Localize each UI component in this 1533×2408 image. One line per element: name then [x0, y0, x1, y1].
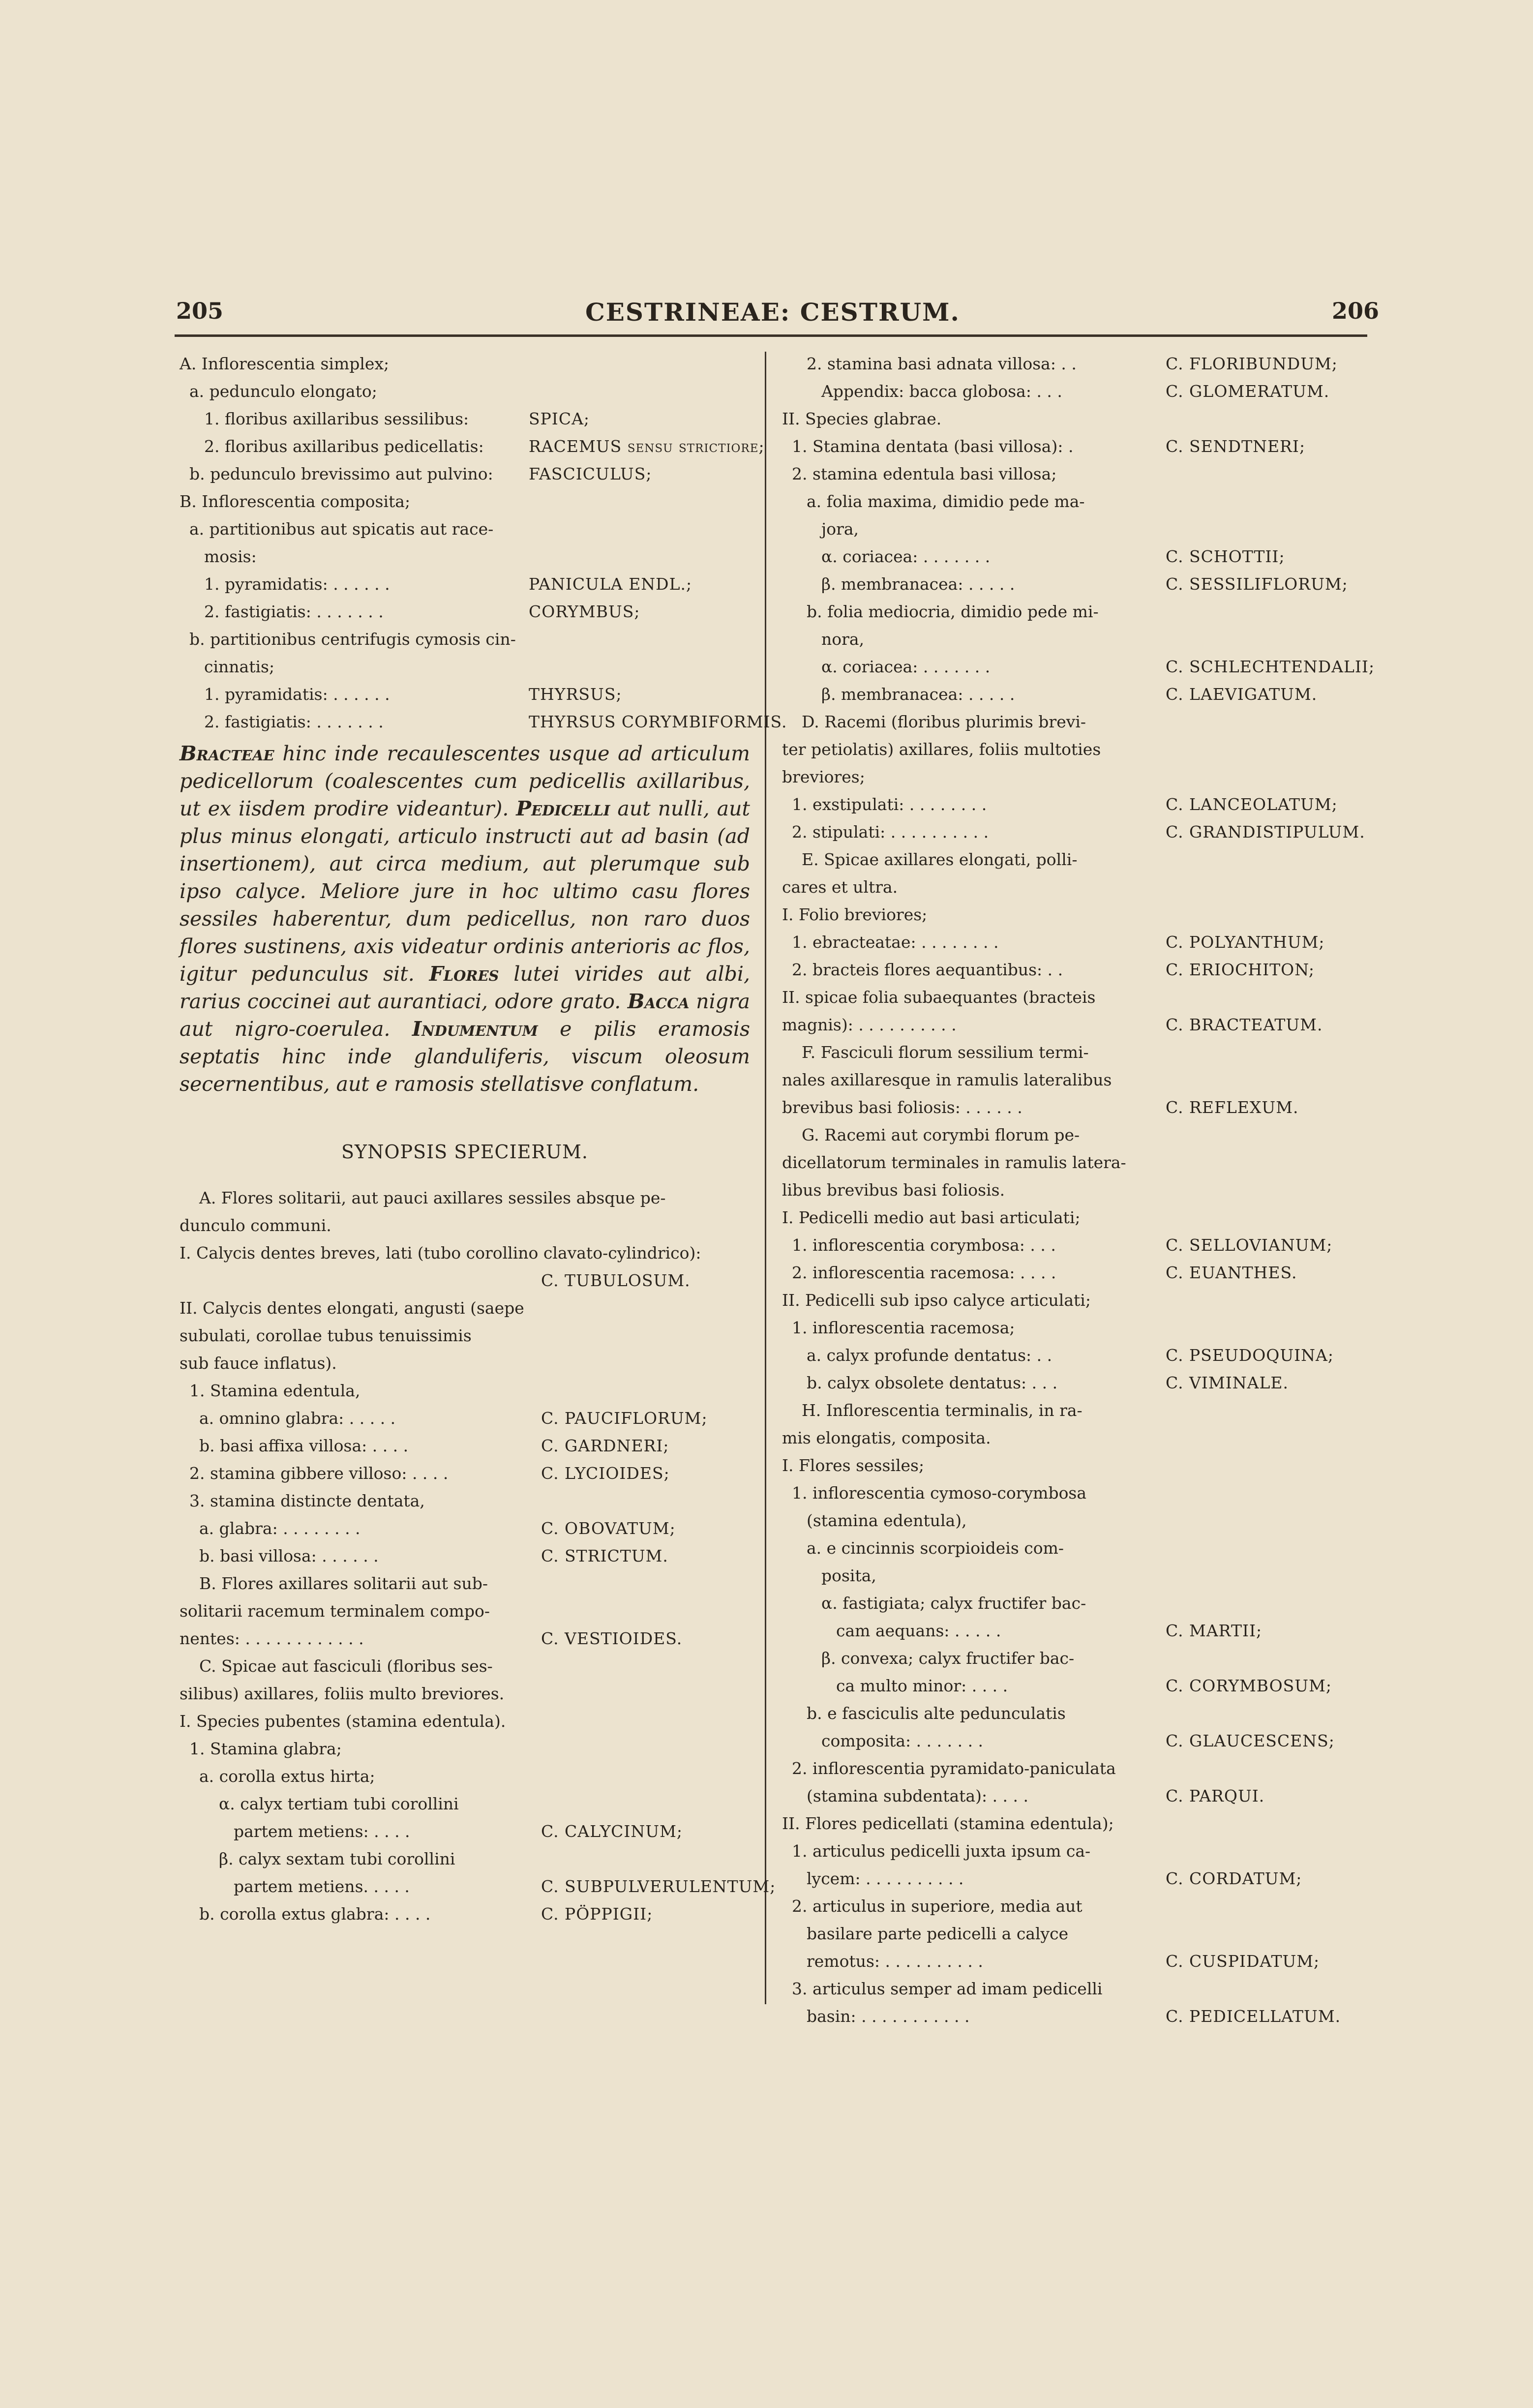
key-line-text: A. Inflorescentia simplex; [180, 354, 390, 373]
key-line [782, 708, 1367, 736]
key-line [180, 1818, 750, 1845]
key-line [180, 626, 750, 653]
key-line-text: remotus: . . . . . . . . . . [807, 1952, 983, 1971]
key-line [782, 1342, 1367, 1369]
paragraph-text: nigra aut nigro-coerulea. [180, 990, 750, 1041]
key-line [782, 1837, 1367, 1865]
key-line-text: 1. Stamina edentula, [189, 1381, 361, 1400]
key-line [782, 1011, 1367, 1039]
page-number-left: 205 [176, 298, 224, 324]
paragraph-text: lutei virides aut albi, rarius coccinei aut aurantiaci, odore grato. [180, 962, 750, 1013]
species-name: C. POLYANTHUM; [1166, 933, 1325, 952]
key-line [180, 1487, 750, 1515]
key-line-text: 2. stipulati: . . . . . . . . . . [792, 822, 989, 842]
key-line [782, 1700, 1367, 1727]
key-line-text: partem metiens: . . . . [234, 1822, 410, 1841]
key-line [782, 1479, 1367, 1507]
species-name: C. PEDICELLATUM. [1166, 2007, 1341, 2026]
key-line [782, 736, 1367, 763]
species-name: C. SELLOVIANUM; [1166, 1235, 1333, 1255]
key-line-text: I. Folio breviores; [782, 905, 928, 924]
key-line-text: a. folia maxima, dimidio pede ma- [807, 492, 1085, 511]
key-line [180, 433, 765, 460]
key-line [782, 1727, 1367, 1755]
right-column [782, 350, 1375, 2030]
key-line [180, 1735, 750, 1763]
key-line [180, 515, 750, 543]
key-line [180, 1350, 750, 1377]
species-name: C. CUSPIDATUM; [1166, 1952, 1320, 1971]
species-name: C. EUANTHES. [1166, 1263, 1297, 1282]
key-line [180, 1625, 750, 1653]
key-line-text: posita, [821, 1566, 876, 1585]
species-name: FASCICULUS; [529, 464, 652, 483]
key-line [782, 1590, 1367, 1617]
key-line-text: b. calyx obsolete dentatus: . . . [807, 1373, 1058, 1392]
paragraph-text: aut nulli, aut plus minus elongati, articulo instructi aut ad basin (ad insertionem), aut circa medium, aut plerumque sub ipso calyce. Meliore jure in hoc ultimo casu flores sessiles haberentur, dum pedicellus, non raro duos flores sustinens, axis videatur ordinis anterioris ac flos, igitur pedunculus sit. [180, 797, 751, 986]
key-line-text: α. fastigiata; calyx fructifer bac- [821, 1594, 1086, 1613]
key-line-text: ca multo minor: . . . . [836, 1676, 1008, 1695]
key-line-text: basilare parte pedicelli a calyce [807, 1924, 1069, 1943]
key-line-text: 2. floribus axillaribus pedicellatis: [204, 437, 484, 456]
synopsis-title: SYNOPSIS SPECIERUM. [341, 1141, 589, 1163]
species-name: CORYMBUS; [529, 602, 640, 621]
key-line-text: A. Flores solitarii, aut pauci axillares sessiles absque pe- [199, 1188, 666, 1207]
key-line [782, 1039, 1367, 1066]
key-line [180, 1239, 750, 1267]
key-line-text: dunculo communi. [180, 1216, 331, 1235]
key-line-text: (stamina subdentata): . . . . [807, 1786, 1029, 1806]
species-name: THYRSUS CORYMBIFORMIS. [529, 712, 787, 731]
key-line-text: 1. ebracteatae: . . . . . . . . [792, 933, 999, 952]
key-line [782, 460, 1367, 488]
paragraph-term: Pedicelli [516, 797, 610, 820]
key-line-text: magnis): . . . . . . . . . . [782, 1015, 957, 1034]
key-line-text: 2. fastigiatis: . . . . . . . [204, 712, 384, 731]
key-line-text: b. e fasciculis alte pedunculatis [807, 1704, 1066, 1723]
key-line [782, 929, 1367, 956]
key-line-text: basin: . . . . . . . . . . . [807, 2007, 970, 2026]
key-line [782, 1397, 1367, 1424]
key-line [782, 1865, 1367, 1893]
key-line-text: I. Species pubentes (stamina edentula). [180, 1712, 506, 1731]
key-line [782, 1452, 1367, 1479]
key-line-text: H. Inflorescentia terminalis, in ra- [802, 1401, 1082, 1420]
key-line-text: 1. inflorescentia corymbosa: . . . [792, 1235, 1056, 1255]
key-line-text: β. calyx sextam tubi corollini [219, 1849, 455, 1868]
key-line [180, 1184, 750, 1212]
key-line-text: II. Pedicelli sub ipso calyce articulati; [782, 1291, 1091, 1310]
key-line-text: 2. stamina gibbere villoso: . . . . [189, 1464, 449, 1483]
key-line-text: 2. bracteis flores aequantibus: . . [792, 960, 1063, 979]
species-name: C. LANCEOLATUM; [1166, 795, 1338, 814]
species-name: C. GLAUCESCENS; [1166, 1731, 1335, 1750]
key-line-text: a. e cincinnis scorpioideis com- [807, 1538, 1064, 1558]
key-line-text: β. convexa; calyx fructifer bac- [821, 1649, 1075, 1668]
key-line-text: nora, [821, 630, 865, 649]
key-line [782, 1535, 1367, 1562]
key-line [782, 846, 1367, 873]
key-line [180, 1845, 750, 1873]
key-line [782, 1149, 1367, 1176]
key-line-text: C. Spicae aut fasciculi (floribus ses- [199, 1656, 493, 1676]
key-line-text: 2. stamina edentula basi villosa; [792, 464, 1057, 483]
key-line-text: G. Racemi aut corymbi florum pe- [802, 1125, 1080, 1144]
species-name: C. MARTII; [1166, 1621, 1262, 1640]
page-header [0, 298, 1533, 332]
key-line-text: b. pedunculo brevissimo aut pulvino: [189, 464, 493, 483]
key-line-text: 1. articulus pedicelli juxta ipsum ca- [792, 1841, 1091, 1861]
key-line-text: E. Spicae axillares elongati, polli- [802, 850, 1078, 869]
key-line-text: b. basi villosa: . . . . . . [199, 1546, 379, 1565]
key-line-text: I. Flores sessiles; [782, 1456, 925, 1475]
key-line [782, 653, 1375, 681]
paragraph-term: Indumentum [412, 1017, 538, 1041]
key-line-text: B. Inflorescentia composita; [180, 492, 411, 511]
species-name: C. CORDATUM; [1166, 1869, 1302, 1888]
key-line [782, 1975, 1367, 2003]
key-line [180, 378, 750, 405]
key-line-text: α. coriacea: . . . . . . . [821, 657, 991, 676]
key-line [180, 1212, 750, 1239]
key-line-text: a. omnino glabra: . . . . . [199, 1409, 396, 1428]
species-name: C. LAEVIGATUM. [1166, 685, 1318, 704]
key-line-text: brevibus basi foliosis: . . . . . . [782, 1098, 1022, 1117]
key-line-text: 1. exstipulati: . . . . . . . . [792, 795, 987, 814]
key-line [782, 1617, 1367, 1645]
key-line [782, 598, 1367, 626]
species-name: C. SESSILIFLORUM; [1166, 574, 1348, 594]
species-name: C. BRACTEATUM. [1166, 1015, 1323, 1034]
key-line [782, 1369, 1367, 1397]
key-line [782, 1314, 1367, 1342]
key-line-text: 1. inflorescentia racemosa; [792, 1318, 1015, 1337]
key-line-text: mosis: [204, 547, 257, 566]
key-line-text: β. membranacea: . . . . . [821, 574, 1015, 594]
paragraph-text: e pilis eramosis septatis hinc inde glanduliferis, viscum oleosum secernentibus, aut e ramosis stellatisve conflatum. [180, 1017, 750, 1096]
species-name: C. OBOVATUM; [541, 1519, 676, 1538]
key-line [180, 1377, 750, 1405]
key-line-text: nentes: . . . . . . . . . . . . [180, 1629, 364, 1648]
description-paragraph [180, 740, 750, 1098]
key-line [782, 1066, 1367, 1094]
key-line [180, 1267, 750, 1294]
key-line [180, 1708, 750, 1735]
species-name: C. LYCIOIDES; [541, 1464, 670, 1483]
key-line [180, 653, 750, 681]
key-line [782, 1232, 1367, 1259]
key-line [782, 1562, 1367, 1590]
key-line [782, 1645, 1367, 1672]
key-line-text: cinnatis; [204, 657, 275, 676]
key-line [782, 984, 1367, 1011]
species-name: C. PÖPPIGII; [541, 1904, 653, 1924]
key-line [782, 818, 1367, 846]
key-line [782, 626, 1367, 653]
key-line [180, 571, 750, 598]
key-line-text: a. partitionibus aut spicatis aut race- [189, 519, 494, 539]
key-line-text: 2. inflorescentia pyramidato-paniculata [792, 1759, 1116, 1778]
key-line-text: 3. articulus semper ad imam pedicelli [792, 1979, 1103, 1998]
key-line [782, 1259, 1367, 1287]
species-name: C. GLOMERATUM. [1166, 382, 1330, 401]
key-line [180, 488, 750, 515]
key-line [782, 350, 1367, 378]
key-line [180, 1763, 750, 1790]
key-line-text: cares et ultra. [782, 877, 898, 897]
species-name: C. PARQUI. [1166, 1786, 1265, 1806]
key-line [782, 1287, 1367, 1314]
synopsis-right [782, 350, 1375, 2030]
key-line-text: 1. Stamina dentata (basi villosa): . [792, 437, 1074, 456]
key-line [180, 1515, 750, 1542]
key-line-text: 2. articulus in superiore, media aut [792, 1896, 1082, 1916]
key-line-text: B. Flores axillares solitarii aut sub- [199, 1574, 488, 1593]
key-line [782, 1920, 1367, 1948]
species-name: C. SUBPULVERULENTUM; [541, 1877, 776, 1896]
key-line-text: partem metiens. . . . . [234, 1877, 410, 1896]
species-name: C. STRICTUM. [541, 1546, 668, 1565]
key-line [782, 543, 1367, 571]
species-name: C. PAUCIFLORUM; [541, 1409, 708, 1428]
inflorescence-key [180, 350, 787, 736]
key-line [180, 1597, 750, 1625]
species-name: PANICULA ENDL.; [529, 574, 692, 594]
page-number-right: 206 [1332, 298, 1380, 324]
key-line [782, 681, 1367, 708]
key-line [180, 1653, 750, 1680]
key-line [782, 763, 1367, 791]
paragraph-term: Flores [429, 962, 499, 986]
key-line-text: a. calyx profunde dentatus: . . [807, 1346, 1052, 1365]
key-line-text: solitarii racemum terminalem compo- [180, 1601, 490, 1621]
key-line [180, 1322, 750, 1350]
species-name: C. CALYCINUM; [541, 1822, 683, 1841]
key-line-text: II. spicae folia subaequantes (bracteis [782, 988, 1096, 1007]
key-line [782, 1893, 1367, 1920]
key-line-text: lycem: . . . . . . . . . . [807, 1869, 964, 1888]
key-line-text: composita: . . . . . . . [821, 1731, 984, 1750]
key-line [180, 1405, 750, 1432]
key-line [782, 1121, 1367, 1149]
key-line-text: silibus) axillares, foliis multo breviores. [180, 1684, 505, 1703]
key-line [180, 1790, 750, 1818]
key-line-text: 1. pyramidatis: . . . . . . [204, 685, 390, 704]
key-line-text: jora, [821, 519, 859, 539]
synopsis-left [180, 1184, 776, 1928]
running-title: CESTRINEAE: CESTRUM. [585, 298, 960, 327]
key-line-text: dicellatorum terminales in ramulis latera- [782, 1153, 1126, 1172]
paragraph-term: Bacca [627, 990, 690, 1013]
key-line [782, 1782, 1367, 1810]
header-rule [175, 334, 1367, 337]
key-line [782, 378, 1367, 405]
key-line-text: b. basi affixa villosa: . . . . [199, 1436, 409, 1455]
species-name: C. REFLEXUM. [1166, 1098, 1299, 1117]
key-line [782, 1424, 1367, 1452]
key-line [782, 1755, 1367, 1782]
key-line [782, 1176, 1367, 1204]
species-name: C. VESTIOIDES. [541, 1629, 683, 1648]
key-line-text: b. corolla extus glabra: . . . . [199, 1904, 431, 1924]
key-line-text: nales axillaresque in ramulis lateralibus [782, 1070, 1112, 1089]
key-line-text: α. calyx tertiam tubi corollini [219, 1794, 459, 1813]
key-line-text: I. Calycis dentes breves, lati (tubo corollino clavato-cylindrico): [180, 1243, 701, 1263]
key-line [180, 1432, 750, 1460]
paragraph-term: Bracteae [180, 742, 274, 765]
key-line-text: D. Racemi (floribus plurimis brevi- [802, 712, 1086, 731]
key-line-text: II. Calycis dentes elongati, angusti (saepe [180, 1298, 524, 1318]
key-line-text: libus brevibus basi foliosis. [782, 1180, 1005, 1200]
key-line [782, 515, 1367, 543]
key-line-text: b. folia mediocria, dimidio pede mi- [807, 602, 1099, 621]
species-name: RACEMUS sensu strictiore; [529, 437, 765, 456]
key-line-text: breviores; [782, 767, 865, 786]
key-line [782, 956, 1367, 984]
key-line [180, 1873, 776, 1900]
key-line-text: sub fauce inflatus). [180, 1354, 337, 1373]
key-line [180, 598, 750, 626]
key-line [180, 460, 750, 488]
key-line-text: 3. stamina distincte dentata, [189, 1491, 425, 1510]
species-name: C. GRANDISTIPULUM. [1166, 822, 1365, 842]
key-line [782, 1507, 1367, 1535]
key-line-text: 1. floribus axillaribus sessilibus: [204, 409, 469, 428]
key-line [180, 1680, 750, 1708]
key-line [180, 1542, 750, 1570]
key-line-text: ter petiolatis) axillares, foliis multoties [782, 740, 1101, 759]
key-line [180, 708, 787, 736]
key-line [782, 1672, 1367, 1700]
key-line-text: 1. Stamina glabra; [189, 1739, 342, 1758]
key-line-text: 2. inflorescentia racemosa: . . . . [792, 1263, 1056, 1282]
key-line-text: 1. inflorescentia cymoso-corymbosa [792, 1483, 1087, 1503]
key-line [782, 1094, 1367, 1121]
species-name: C. SENDTNERI; [1166, 437, 1306, 456]
species-name: C. PSEUDOQUINA; [1166, 1346, 1334, 1365]
species-name: C. SCHLECHTENDALII; [1166, 657, 1375, 676]
key-line-text: a. corolla extus hirta; [199, 1767, 375, 1786]
key-line-text: II. Flores pedicellati (stamina edentula); [782, 1814, 1114, 1833]
key-line [180, 1900, 750, 1928]
paragraph-text: hinc inde recaulescentes usque ad articulum pedicellorum (coalescentes cum pedicellis axillaribus, ut ex iisdem prodire videantur). [180, 742, 750, 820]
key-line [180, 681, 750, 708]
key-line-text: Appendix: bacca globosa: . . . [821, 382, 1062, 401]
key-line-text: 2. fastigiatis: . . . . . . . [204, 602, 384, 621]
key-line [782, 488, 1367, 515]
key-line [180, 350, 750, 378]
key-line-text: II. Species glabrae. [782, 409, 942, 428]
species-name: C. TUBULOSUM. [541, 1271, 691, 1290]
key-line [782, 1810, 1367, 1837]
column-divider [765, 352, 766, 2004]
key-line [180, 1460, 750, 1487]
key-line-text: 1. pyramidatis: . . . . . . [204, 574, 390, 594]
species-name: C. VIMINALE. [1166, 1373, 1289, 1392]
key-line-text: a. pedunculo elongato; [189, 382, 377, 401]
species-name: THYRSUS; [529, 685, 622, 704]
key-line [180, 405, 750, 433]
species-name: C. ERIOCHITON; [1166, 960, 1315, 979]
left-column [180, 350, 787, 1928]
key-line [782, 791, 1367, 818]
key-line [180, 1294, 750, 1322]
species-name: C. GARDNERI; [541, 1436, 669, 1455]
key-line [782, 873, 1367, 901]
key-line [782, 433, 1367, 460]
key-line-text: I. Pedicelli medio aut basi articulati; [782, 1208, 1081, 1227]
key-line [180, 1570, 750, 1597]
key-line-text: F. Fasciculi florum sessilium termi- [802, 1043, 1089, 1062]
key-line-text: subulati, corollae tubus tenuissimis [180, 1326, 472, 1345]
key-line [782, 1948, 1367, 1975]
key-line [782, 571, 1367, 598]
key-line [782, 2003, 1367, 2030]
key-line [180, 543, 750, 571]
key-line-text: β. membranacea: . . . . . [821, 685, 1015, 704]
key-line [782, 405, 1367, 433]
key-line-text: cam aequans: . . . . . [836, 1621, 1001, 1640]
key-line [782, 901, 1367, 929]
key-line-text: mis elongatis, composita. [782, 1428, 991, 1447]
key-line-text: a. glabra: . . . . . . . . [199, 1519, 361, 1538]
species-name: C. CORYMBOSUM; [1166, 1676, 1332, 1695]
key-line-text: (stamina edentula), [807, 1511, 967, 1530]
key-line-text: 2. stamina basi adnata villosa: . . [807, 354, 1077, 373]
species-name: C. SCHOTTII; [1166, 547, 1285, 566]
key-line-text: α. coriacea: . . . . . . . [821, 547, 991, 566]
key-line-text: b. partitionibus centrifugis cymosis cin- [189, 630, 516, 649]
key-line [782, 1204, 1367, 1232]
species-name: SPICA; [529, 409, 590, 428]
species-name: C. FLORIBUNDUM; [1166, 354, 1338, 373]
